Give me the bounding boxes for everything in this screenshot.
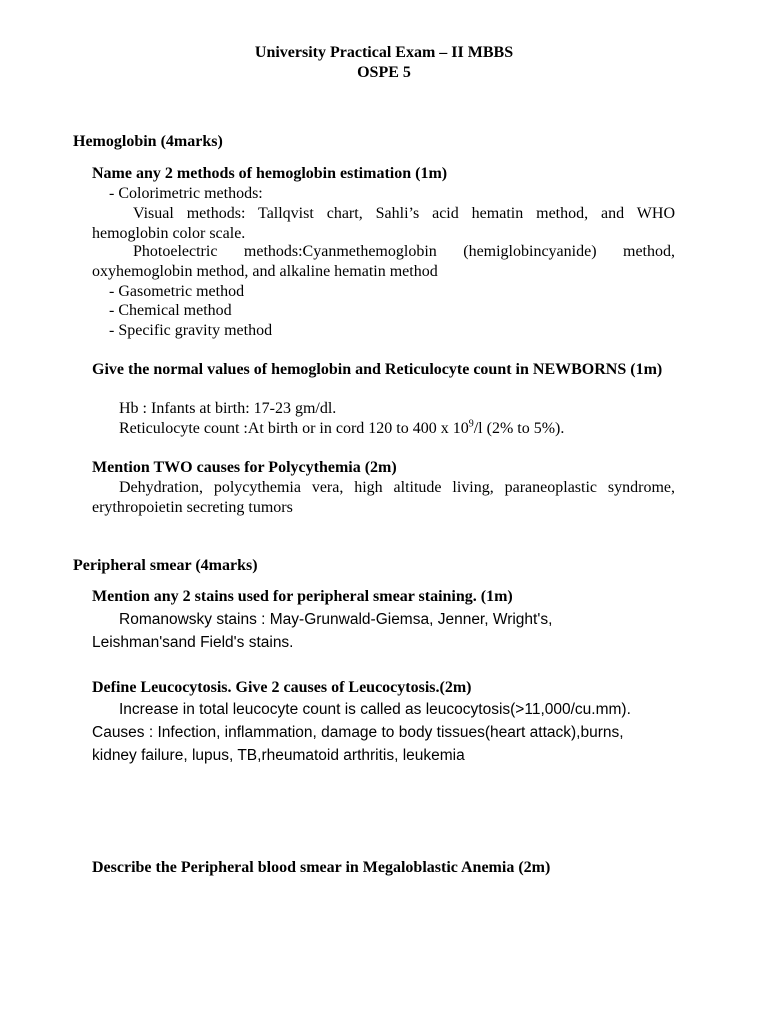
question-hb-methods: Name any 2 methods of hemoglobin estimation (1m) <box>92 165 448 182</box>
answer-hb-newborn: Hb : Infants at birth: 17-23 gm/dl. <box>119 400 337 417</box>
section-heading-peripheral-smear: Peripheral smear (4marks) <box>73 557 258 574</box>
reticulocyte-text: Reticulocyte count :At birth or in cord 120 to 400 x 10 <box>119 420 469 437</box>
question-polycythemia: Mention TWO causes for Polycythemia (2m) <box>92 459 397 476</box>
question-leucocytosis: Define Leucocytosis. Give 2 causes of Leucocytosis.(2m) <box>92 679 472 696</box>
document-subtitle: OSPE 5 <box>357 64 411 81</box>
answer-reticulocyte-newborn <box>119 419 564 439</box>
reticulocyte-unit: /l (2% to 5%). <box>473 420 565 437</box>
question-smear-stains: Mention any 2 stains used for peripheral smear staining. (1m) <box>92 588 513 605</box>
section-heading-hemoglobin: Hemoglobin (4marks) <box>73 133 223 150</box>
answer-colorimetric: - Colorimetric methods: <box>109 185 263 202</box>
reticulocyte-exponent: 9 <box>468 418 474 430</box>
answer-chemical: - Chemical method <box>109 302 232 319</box>
answer-stains-line-1: Romanowsky stains : May-Grunwald-Giemsa, Jenner, Wright's, <box>119 611 553 628</box>
answer-photoelectric-methods: Photoelectric methods:Cyanmethemoglobin (hemiglobincyanide) method, oxyhemoglobin method, and alkaline hematin method <box>92 243 675 280</box>
answer-polycythemia: Dehydration, polycythemia vera, high altitude living, paraneoplastic syndrome, erythropoietin secreting tumors <box>92 479 675 516</box>
answer-stains-line-2: Leishman'sand Field's stains. <box>92 634 294 651</box>
answer-leucocytosis-causes-2: kidney failure, lupus, TB,rheumatoid arthritis, leukemia <box>92 747 465 764</box>
answer-leucocytosis-causes-1: Causes : Infection, inflammation, damage to body tissues(heart attack),burns, <box>92 724 624 741</box>
answer-leucocytosis-definition: Increase in total leucocyte count is called as leucocytosis(>11,000/cu.mm). <box>119 701 631 718</box>
question-megaloblastic-smear: Describe the Peripheral blood smear in Megaloblastic Anemia (2m) <box>92 859 551 876</box>
answer-gasometric: - Gasometric method <box>109 283 245 300</box>
answer-visual-methods: Visual methods: Tallqvist chart, Sahli’s acid hematin method, and WHO hemoglobin color scale. <box>92 205 675 242</box>
question-newborn-values: Give the normal values of hemoglobin and Reticulocyte count in NEWBORNS (1m) <box>92 361 663 378</box>
answer-specific-gravity: - Specific gravity method <box>109 322 273 339</box>
document-title: University Practical Exam – II MBBS <box>254 44 514 61</box>
